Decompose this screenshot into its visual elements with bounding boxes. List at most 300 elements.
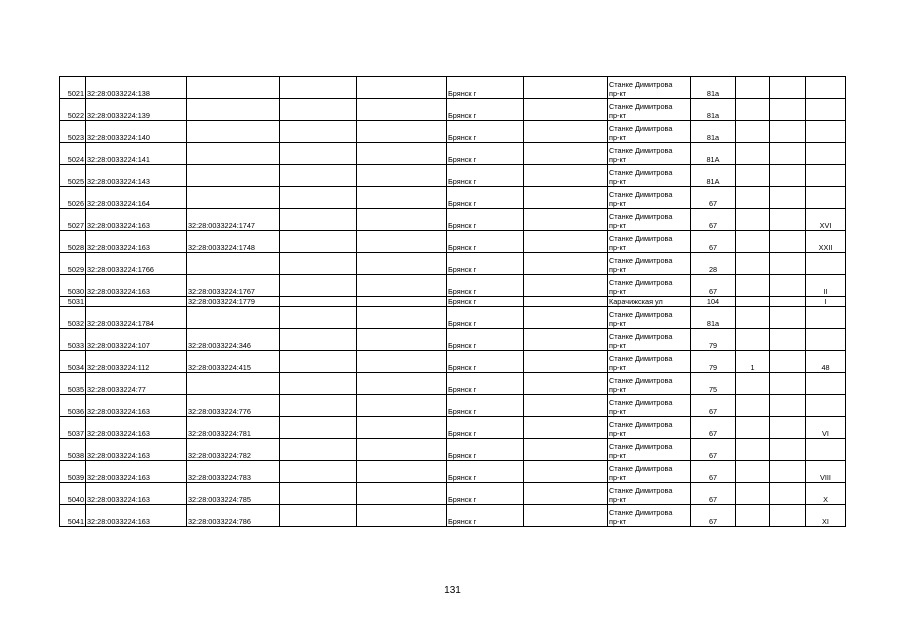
- empty-cell: [770, 165, 806, 187]
- building-cell: [736, 307, 770, 329]
- empty-cell: [524, 77, 608, 99]
- empty-cell: [280, 439, 357, 461]
- empty-cell: [280, 395, 357, 417]
- street-cell: [608, 329, 691, 351]
- street-name: Станке Димитрова: [609, 508, 673, 517]
- city-cell: Брянск г: [447, 329, 524, 351]
- building-cell: [736, 231, 770, 253]
- empty-cell: [280, 297, 357, 307]
- street-type: пр-кт: [609, 385, 627, 394]
- house-number-cell: 67: [691, 483, 736, 505]
- row-number-cell: 5031: [60, 297, 86, 307]
- cadastral-number-cell: 32:28:0033224:163: [86, 461, 187, 483]
- city-cell: Брянск г: [447, 121, 524, 143]
- city-cell: Брянск г: [447, 505, 524, 527]
- house-number-cell: 81а: [691, 307, 736, 329]
- empty-cell: [280, 121, 357, 143]
- empty-cell: [280, 99, 357, 121]
- cadastral-number-cell: 32:28:0033224:163: [86, 209, 187, 231]
- street-name: Станке Димитрова: [609, 420, 673, 429]
- building-cell: [736, 275, 770, 297]
- city-cell: Брянск г: [447, 483, 524, 505]
- parent-cadastral-number-cell: 32:28:0033224:1747: [187, 209, 280, 231]
- house-number-cell: 67: [691, 187, 736, 209]
- empty-cell: [280, 209, 357, 231]
- room-number-cell: [806, 99, 846, 121]
- row-number-cell: 5036: [60, 395, 86, 417]
- row-number-cell: 5027: [60, 209, 86, 231]
- row-number-cell: 5038: [60, 439, 86, 461]
- table-row: [60, 121, 846, 143]
- empty-cell: [280, 187, 357, 209]
- empty-cell: [357, 395, 447, 417]
- street-name: Станке Димитрова: [609, 398, 673, 407]
- empty-cell: [524, 275, 608, 297]
- empty-cell: [280, 505, 357, 527]
- registry-table: [59, 76, 846, 527]
- empty-cell: [280, 351, 357, 373]
- table-row: [60, 143, 846, 165]
- building-cell: [736, 439, 770, 461]
- empty-cell: [770, 297, 806, 307]
- street-type: пр-кт: [609, 243, 627, 252]
- street-type: пр-кт: [609, 319, 627, 328]
- table-row: [60, 297, 846, 307]
- street-type: пр-кт: [609, 287, 627, 296]
- table-row: [60, 77, 846, 99]
- empty-cell: [357, 483, 447, 505]
- parent-cadastral-number-cell: [187, 187, 280, 209]
- building-cell: [736, 209, 770, 231]
- street-name: Станке Димитрова: [609, 212, 673, 221]
- street-name: Станке Димитрова: [609, 102, 673, 111]
- empty-cell: [357, 165, 447, 187]
- street-name: Станке Димитрова: [609, 146, 673, 155]
- row-number-cell: 5023: [60, 121, 86, 143]
- street-name: Станке Димитрова: [609, 442, 673, 451]
- city-cell: Брянск г: [447, 439, 524, 461]
- table-row: [60, 439, 846, 461]
- building-cell: [736, 505, 770, 527]
- street-name: Станке Димитрова: [609, 310, 673, 319]
- room-number-cell: [806, 121, 846, 143]
- street-name: Станке Димитрова: [609, 376, 673, 385]
- cadastral-number-cell: 32:28:0033224:163: [86, 483, 187, 505]
- cadastral-number-cell: 32:28:0033224:163: [86, 439, 187, 461]
- row-number-cell: 5035: [60, 373, 86, 395]
- empty-cell: [770, 395, 806, 417]
- house-number-cell: 81а: [691, 77, 736, 99]
- building-cell: [736, 165, 770, 187]
- house-number-cell: 67: [691, 231, 736, 253]
- row-number-cell: 5039: [60, 461, 86, 483]
- city-cell: Брянск г: [447, 461, 524, 483]
- parent-cadastral-number-cell: [187, 143, 280, 165]
- empty-cell: [524, 99, 608, 121]
- parent-cadastral-number-cell: 32:28:0033224:786: [187, 505, 280, 527]
- street-cell: [608, 505, 691, 527]
- room-number-cell: XVI: [806, 209, 846, 231]
- city-cell: Брянск г: [447, 77, 524, 99]
- house-number-cell: 67: [691, 439, 736, 461]
- table-row: [60, 505, 846, 527]
- street-type: пр-кт: [609, 517, 627, 526]
- empty-cell: [770, 253, 806, 275]
- house-number-cell: 67: [691, 395, 736, 417]
- street-cell: [608, 461, 691, 483]
- empty-cell: [524, 351, 608, 373]
- house-number-cell: 81а: [691, 121, 736, 143]
- empty-cell: [524, 461, 608, 483]
- city-cell: Брянск г: [447, 395, 524, 417]
- parent-cadastral-number-cell: [187, 121, 280, 143]
- empty-cell: [280, 417, 357, 439]
- table-row: [60, 209, 846, 231]
- street-type: пр-кт: [609, 265, 627, 274]
- street-name: Станке Димитрова: [609, 256, 673, 265]
- empty-cell: [357, 253, 447, 275]
- room-number-cell: II: [806, 275, 846, 297]
- parent-cadastral-number-cell: 32:28:0033224:1748: [187, 231, 280, 253]
- street-name: Станке Димитрова: [609, 278, 673, 287]
- room-number-cell: 48: [806, 351, 846, 373]
- empty-cell: [280, 77, 357, 99]
- row-number-cell: 5026: [60, 187, 86, 209]
- empty-cell: [524, 143, 608, 165]
- row-number-cell: 5021: [60, 77, 86, 99]
- empty-cell: [357, 209, 447, 231]
- street-type: пр-кт: [609, 473, 627, 482]
- house-number-cell: 67: [691, 417, 736, 439]
- empty-cell: [357, 121, 447, 143]
- street-type: пр-кт: [609, 111, 627, 120]
- cadastral-number-cell: 32:28:0033224:163: [86, 505, 187, 527]
- table-row: [60, 373, 846, 395]
- empty-cell: [770, 187, 806, 209]
- city-cell: Брянск г: [447, 307, 524, 329]
- table-row: [60, 351, 846, 373]
- row-number-cell: 5025: [60, 165, 86, 187]
- parent-cadastral-number-cell: 32:28:0033224:1779: [187, 297, 280, 307]
- street-type: пр-кт: [609, 177, 627, 186]
- empty-cell: [280, 373, 357, 395]
- row-number-cell: 5034: [60, 351, 86, 373]
- street-cell: [608, 99, 691, 121]
- empty-cell: [524, 209, 608, 231]
- house-number-cell: 67: [691, 275, 736, 297]
- street-cell: [608, 209, 691, 231]
- empty-cell: [357, 77, 447, 99]
- street-cell: [608, 417, 691, 439]
- cadastral-number-cell: 32:28:0033224:163: [86, 417, 187, 439]
- empty-cell: [770, 275, 806, 297]
- empty-cell: [524, 121, 608, 143]
- row-number-cell: 5032: [60, 307, 86, 329]
- parent-cadastral-number-cell: 32:28:0033224:782: [187, 439, 280, 461]
- house-number-cell: 67: [691, 505, 736, 527]
- building-cell: [736, 417, 770, 439]
- parent-cadastral-number-cell: 32:28:0033224:785: [187, 483, 280, 505]
- cadastral-number-cell: 32:28:0033224:1766: [86, 253, 187, 275]
- city-cell: Брянск г: [447, 99, 524, 121]
- empty-cell: [280, 231, 357, 253]
- house-number-cell: 28: [691, 253, 736, 275]
- room-number-cell: [806, 395, 846, 417]
- street-cell: [608, 253, 691, 275]
- cadastral-number-cell: 32:28:0033224:1784: [86, 307, 187, 329]
- cadastral-number-cell: 32:28:0033224:138: [86, 77, 187, 99]
- empty-cell: [524, 329, 608, 351]
- empty-cell: [357, 373, 447, 395]
- table-row: [60, 275, 846, 297]
- row-number-cell: 5029: [60, 253, 86, 275]
- building-cell: [736, 253, 770, 275]
- street-cell: [608, 143, 691, 165]
- empty-cell: [357, 187, 447, 209]
- city-cell: Брянск г: [447, 143, 524, 165]
- street-name: Станке Димитрова: [609, 354, 673, 363]
- building-cell: 1: [736, 351, 770, 373]
- cadastral-number-cell: 32:28:0033224:164: [86, 187, 187, 209]
- street-cell: [608, 297, 691, 307]
- empty-cell: [770, 307, 806, 329]
- empty-cell: [280, 143, 357, 165]
- street-cell: [608, 275, 691, 297]
- street-cell: [608, 231, 691, 253]
- cadastral-number-cell: 32:28:0033224:139: [86, 99, 187, 121]
- empty-cell: [770, 483, 806, 505]
- street-cell: [608, 165, 691, 187]
- table-row: [60, 165, 846, 187]
- street-cell: [608, 187, 691, 209]
- empty-cell: [357, 297, 447, 307]
- room-number-cell: [806, 329, 846, 351]
- street-type: Карачижская ул: [609, 297, 663, 306]
- parent-cadastral-number-cell: [187, 165, 280, 187]
- empty-cell: [357, 307, 447, 329]
- building-cell: [736, 395, 770, 417]
- empty-cell: [524, 165, 608, 187]
- room-number-cell: X: [806, 483, 846, 505]
- empty-cell: [357, 329, 447, 351]
- building-cell: [736, 329, 770, 351]
- empty-cell: [357, 439, 447, 461]
- row-number-cell: 5041: [60, 505, 86, 527]
- street-type: пр-кт: [609, 89, 627, 98]
- empty-cell: [770, 351, 806, 373]
- street-name: Станке Димитрова: [609, 464, 673, 473]
- cadastral-number-cell: 32:28:0033224:163: [86, 395, 187, 417]
- empty-cell: [770, 461, 806, 483]
- empty-cell: [357, 351, 447, 373]
- empty-cell: [770, 77, 806, 99]
- parent-cadastral-number-cell: [187, 307, 280, 329]
- parent-cadastral-number-cell: 32:28:0033224:783: [187, 461, 280, 483]
- building-cell: [736, 187, 770, 209]
- room-number-cell: VIII: [806, 461, 846, 483]
- room-number-cell: I: [806, 297, 846, 307]
- building-cell: [736, 483, 770, 505]
- empty-cell: [357, 275, 447, 297]
- house-number-cell: 79: [691, 351, 736, 373]
- room-number-cell: [806, 165, 846, 187]
- building-cell: [736, 77, 770, 99]
- house-number-cell: 67: [691, 461, 736, 483]
- street-type: пр-кт: [609, 199, 627, 208]
- house-number-cell: 79: [691, 329, 736, 351]
- street-cell: [608, 373, 691, 395]
- city-cell: Брянск г: [447, 165, 524, 187]
- parent-cadastral-number-cell: 32:28:0033224:346: [187, 329, 280, 351]
- city-cell: Брянск г: [447, 417, 524, 439]
- house-number-cell: 81а: [691, 99, 736, 121]
- row-number-cell: 5024: [60, 143, 86, 165]
- empty-cell: [524, 297, 608, 307]
- empty-cell: [280, 253, 357, 275]
- row-number-cell: 5022: [60, 99, 86, 121]
- row-number-cell: 5028: [60, 231, 86, 253]
- room-number-cell: [806, 439, 846, 461]
- table-row: [60, 395, 846, 417]
- building-cell: [736, 143, 770, 165]
- street-name: Станке Димитрова: [609, 80, 673, 89]
- cadastral-number-cell: 32:28:0033224:77: [86, 373, 187, 395]
- empty-cell: [280, 483, 357, 505]
- city-cell: Брянск г: [447, 187, 524, 209]
- parent-cadastral-number-cell: [187, 373, 280, 395]
- registry-table-body: [60, 77, 846, 527]
- house-number-cell: 81А: [691, 165, 736, 187]
- empty-cell: [524, 439, 608, 461]
- empty-cell: [280, 275, 357, 297]
- row-number-cell: 5033: [60, 329, 86, 351]
- cadastral-number-cell: 32:28:0033224:141: [86, 143, 187, 165]
- city-cell: Брянск г: [447, 231, 524, 253]
- parent-cadastral-number-cell: [187, 253, 280, 275]
- empty-cell: [770, 373, 806, 395]
- house-number-cell: 81А: [691, 143, 736, 165]
- empty-cell: [357, 505, 447, 527]
- cadastral-number-cell: [86, 297, 187, 307]
- street-cell: [608, 351, 691, 373]
- empty-cell: [770, 143, 806, 165]
- row-number-cell: 5030: [60, 275, 86, 297]
- room-number-cell: XI: [806, 505, 846, 527]
- house-number-cell: 75: [691, 373, 736, 395]
- street-name: Станке Димитрова: [609, 124, 673, 133]
- cadastral-number-cell: 32:28:0033224:163: [86, 275, 187, 297]
- empty-cell: [524, 231, 608, 253]
- parent-cadastral-number-cell: 32:28:0033224:1767: [187, 275, 280, 297]
- table-row: [60, 99, 846, 121]
- street-name: Станке Димитрова: [609, 168, 673, 177]
- cadastral-number-cell: 32:28:0033224:112: [86, 351, 187, 373]
- building-cell: [736, 373, 770, 395]
- table-row: [60, 253, 846, 275]
- city-cell: Брянск г: [447, 351, 524, 373]
- empty-cell: [770, 231, 806, 253]
- street-type: пр-кт: [609, 429, 627, 438]
- empty-cell: [280, 461, 357, 483]
- empty-cell: [357, 231, 447, 253]
- house-number-cell: 104: [691, 297, 736, 307]
- street-name: Станке Димитрова: [609, 234, 673, 243]
- street-type: пр-кт: [609, 155, 627, 164]
- street-name: Станке Димитрова: [609, 332, 673, 341]
- empty-cell: [280, 307, 357, 329]
- empty-cell: [280, 329, 357, 351]
- street-cell: [608, 439, 691, 461]
- parent-cadastral-number-cell: [187, 77, 280, 99]
- building-cell: [736, 461, 770, 483]
- room-number-cell: XXII: [806, 231, 846, 253]
- street-cell: [608, 307, 691, 329]
- empty-cell: [524, 307, 608, 329]
- room-number-cell: [806, 253, 846, 275]
- street-cell: [608, 395, 691, 417]
- street-type: пр-кт: [609, 407, 627, 416]
- cadastral-number-cell: 32:28:0033224:143: [86, 165, 187, 187]
- table-row: [60, 461, 846, 483]
- building-cell: [736, 297, 770, 307]
- room-number-cell: [806, 187, 846, 209]
- empty-cell: [770, 99, 806, 121]
- empty-cell: [770, 439, 806, 461]
- street-name: Станке Димитрова: [609, 190, 673, 199]
- empty-cell: [524, 505, 608, 527]
- empty-cell: [770, 209, 806, 231]
- city-cell: Брянск г: [447, 297, 524, 307]
- row-number-cell: 5040: [60, 483, 86, 505]
- parent-cadastral-number-cell: 32:28:0033224:415: [187, 351, 280, 373]
- empty-cell: [770, 329, 806, 351]
- empty-cell: [770, 121, 806, 143]
- street-type: пр-кт: [609, 451, 627, 460]
- room-number-cell: [806, 143, 846, 165]
- empty-cell: [524, 187, 608, 209]
- table-row: [60, 307, 846, 329]
- table-row: [60, 417, 846, 439]
- street-type: пр-кт: [609, 133, 627, 142]
- table-row: [60, 329, 846, 351]
- parent-cadastral-number-cell: [187, 99, 280, 121]
- room-number-cell: [806, 77, 846, 99]
- empty-cell: [357, 143, 447, 165]
- parent-cadastral-number-cell: 32:28:0033224:776: [187, 395, 280, 417]
- empty-cell: [524, 373, 608, 395]
- cadastral-number-cell: 32:28:0033224:107: [86, 329, 187, 351]
- street-type: пр-кт: [609, 221, 627, 230]
- building-cell: [736, 99, 770, 121]
- street-type: пр-кт: [609, 495, 627, 504]
- empty-cell: [357, 417, 447, 439]
- street-type: пр-кт: [609, 363, 627, 372]
- room-number-cell: [806, 373, 846, 395]
- street-type: пр-кт: [609, 341, 627, 350]
- empty-cell: [770, 505, 806, 527]
- street-cell: [608, 77, 691, 99]
- empty-cell: [770, 417, 806, 439]
- street-cell: [608, 121, 691, 143]
- cadastral-number-cell: 32:28:0033224:163: [86, 231, 187, 253]
- table-row: [60, 187, 846, 209]
- city-cell: Брянск г: [447, 253, 524, 275]
- building-cell: [736, 121, 770, 143]
- empty-cell: [280, 165, 357, 187]
- table-row: [60, 231, 846, 253]
- city-cell: Брянск г: [447, 275, 524, 297]
- empty-cell: [524, 417, 608, 439]
